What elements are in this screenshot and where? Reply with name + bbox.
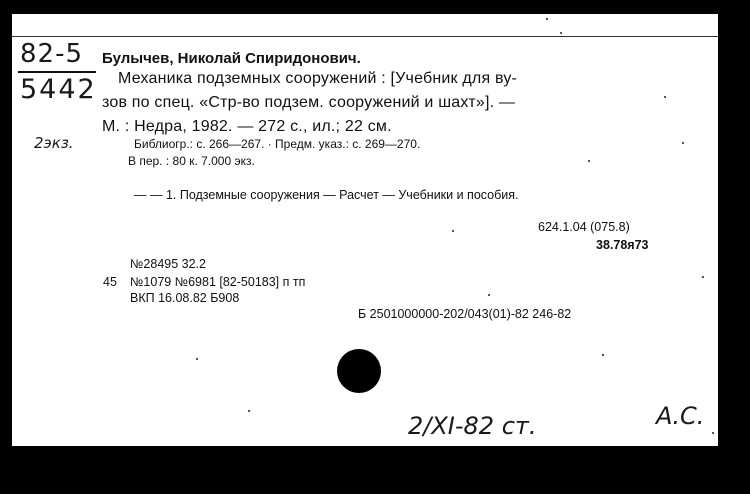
catalog-card (12, 14, 718, 446)
shelfmark-bottom: 5442 (20, 74, 97, 105)
udc-index: 624.1.04 (075.8) (538, 220, 630, 234)
registry-number: №28495 32.2 (130, 257, 206, 271)
scan-speck (702, 276, 704, 278)
scan-speck (712, 432, 714, 434)
scan-speck (488, 294, 490, 296)
shelfmark-top: 82-5 (20, 39, 84, 69)
title-line-1: Механика подземных сооружений : [Учебник для ву- (118, 70, 518, 87)
scan-speck (196, 358, 198, 360)
subject-heading: — — 1. Подземные сооружения — Расчет — Учебники и пособия. (134, 188, 519, 202)
title-line-2: зов по спец. «Стр-во подзем. сооружений и шахт»]. — (102, 94, 516, 111)
registry-line-3: ВКП 16.08.82 Б908 (130, 291, 240, 305)
catalog-code-line: Б 2501000000-202/043(01)-82 246-82 (358, 307, 572, 321)
scan-speck (602, 354, 604, 356)
title-line-3: М. : Недра, 1982. — 272 с., ил.; 22 см. (102, 118, 392, 135)
scan-speck (546, 18, 548, 20)
handwritten-date: 2/XI-82 ст. (408, 412, 537, 440)
scan-speck (452, 230, 454, 232)
handwritten-initials: А.С. (656, 402, 705, 430)
author-heading: Булычев, Николай Спиридонович. (102, 50, 361, 67)
bbk-index: 38.78я73 (596, 238, 649, 252)
scan-speck (664, 96, 666, 98)
scan-speck (588, 160, 590, 162)
price-note: В пер. : 80 к. 7.000 экз. (128, 154, 255, 168)
scan-speck (682, 142, 684, 144)
registry-line-2: №1079 №6981 [82-50183] п тп (130, 275, 306, 289)
card-top-rule (12, 36, 718, 37)
scan-speck (248, 410, 250, 412)
registry-prefix: 45 (103, 275, 117, 289)
copies-note: 2экз. (34, 134, 74, 152)
shelfmark-rule (18, 71, 96, 73)
scan-speck (560, 32, 562, 34)
bibliography-note: Библиогр.: с. 266—267. · Предм. указ.: с. 269—270. (134, 137, 421, 151)
punch-hole (337, 349, 381, 393)
